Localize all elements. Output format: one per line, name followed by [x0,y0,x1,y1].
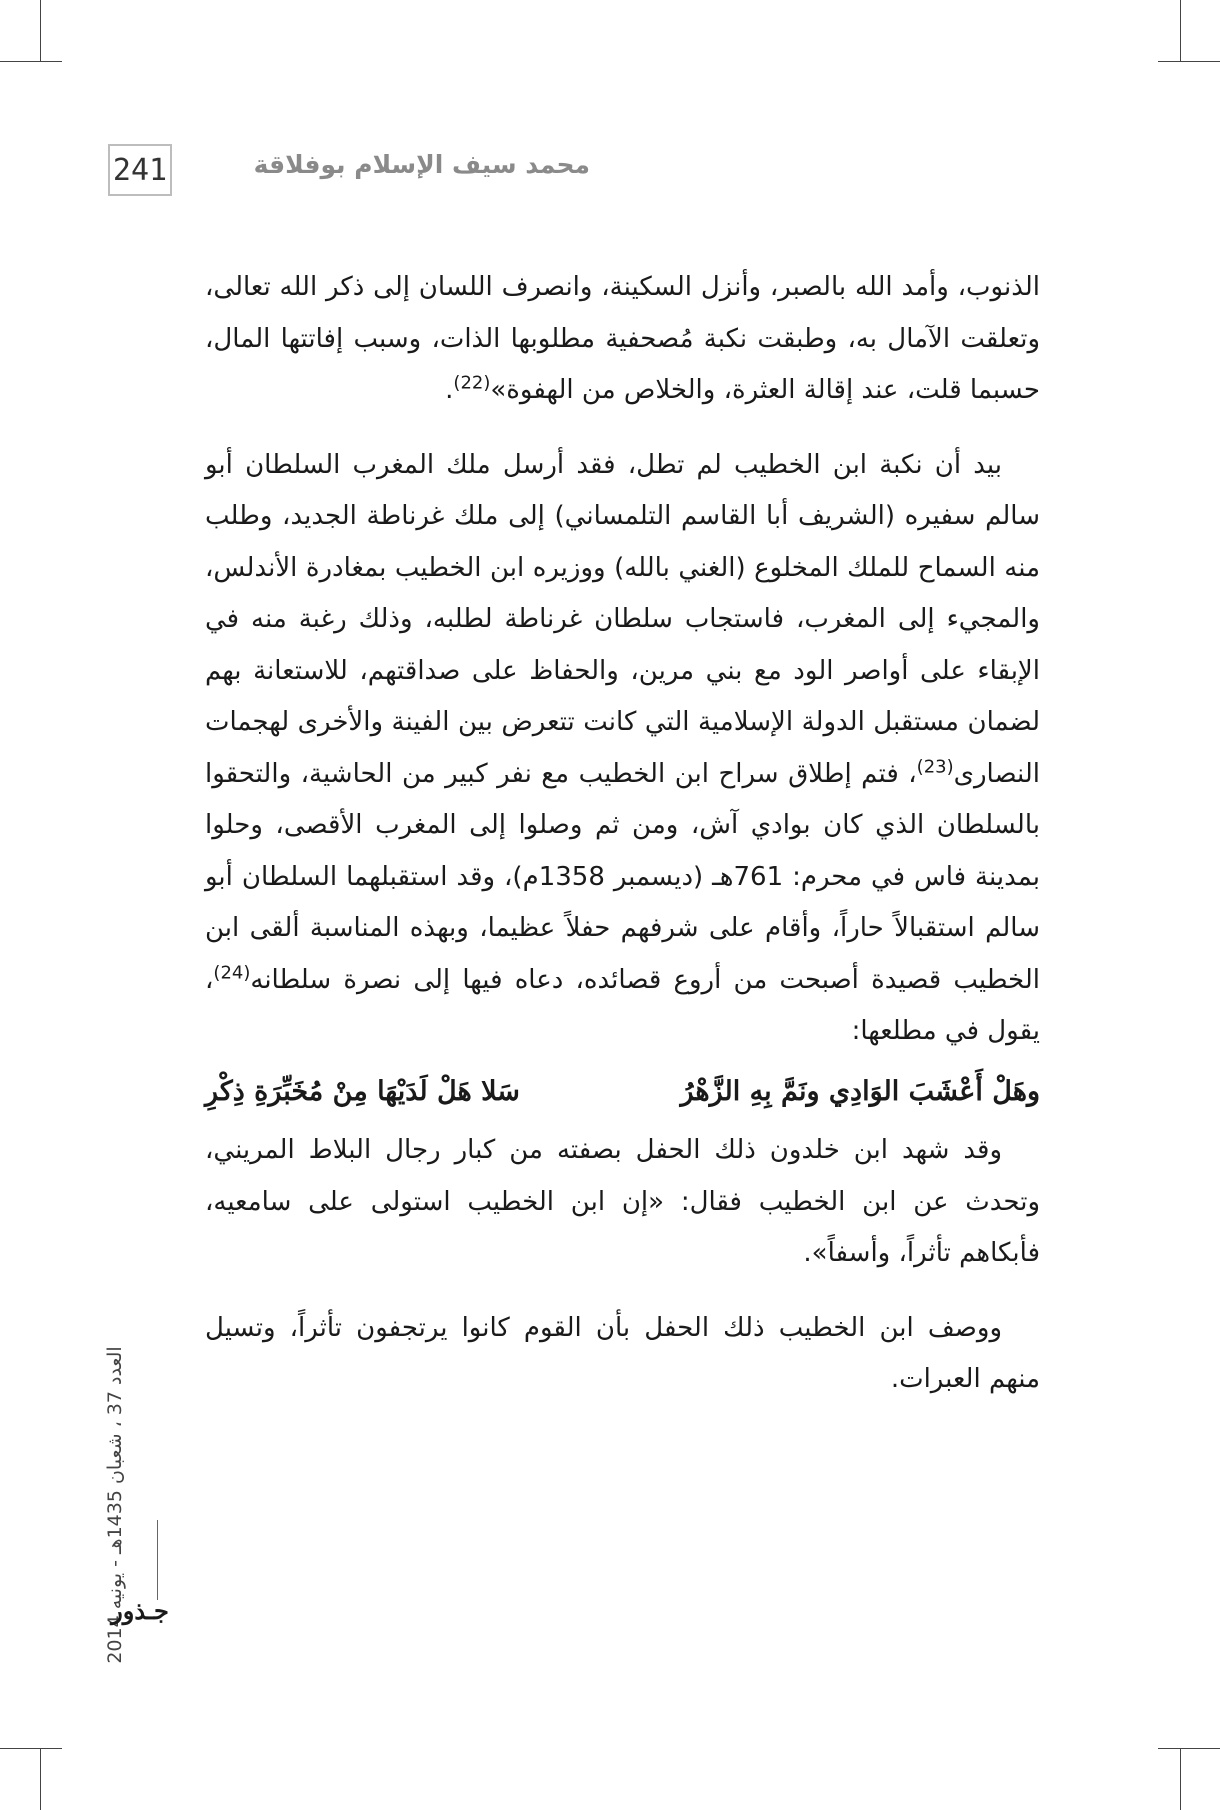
paragraph [205,440,1040,1058]
crop-mark [40,1748,41,1810]
divider [157,1520,158,1600]
crop-mark [1180,1748,1181,1810]
paragraph-text: الذنوب، وأمد الله بالصبر، وأنزل السكينة، وانصرف اللسان إلى ذكر الله تعالى، وتعلقت الآمال به، وطبقت نكبة مُصحفية مطلوبها الذات، وسبب إفاتتها المال، حسبما قلت، عند إقالة العثرة، والخلاص من الهفوة» [205,272,1040,405]
running-head-author: محمد سيف الإسلام بوفلاقة [253,150,590,179]
footnote-ref: (23) [916,755,954,777]
verse-first-hemistich: سَلا هَلْ لَدَيْهَا مِنْ مُخَبِّرَةِ ذِكْرِ [205,1075,520,1107]
footnote-ref: (24) [213,961,251,983]
page-number: 241 [108,144,172,196]
paragraph-text: ، فتم إطلاق سراح ابن الخطيب مع نفر كبير من الحاشية، والتحقوا بالسلطان الذي كان بوادي آش، ومن ثم وصلوا إلى المغرب الأقصى، وحلوا بمدينة فاس في محرم: 761هـ (ديسمبر 1358م)، وقد استقبلهما السلطان أبو سالم استقبالاً حاراً، وأقام على شرفهم حفلاً عظيما، وبهذه المناسبة ألقى ابن الخطيب قصيدة أصبحت من أروع قصائده، دعاه فيها إلى نصرة سلطانه [205,758,1040,995]
crop-mark [1180,0,1181,62]
poem-verse [205,1066,1040,1118]
verse-second-hemistich: وهَلْ أَعْشَبَ الوَادِي ونَمَّ بِهِ الزَّهْرُ [680,1075,1040,1107]
crop-mark [1158,1748,1220,1749]
crop-mark [0,1748,62,1749]
paragraph: وقد شهد ابن خلدون ذلك الحفل بصفته من كبار رجال البلاط المريني، وتحدث عن ابن الخطيب فقال: «إن ابن الخطيب استولى على سامعيه، فأبكاهم تأثراً، وأسفاً». [205,1135,1040,1268]
article-body [205,262,1040,1406]
paragraph: ووصف ابن الخطيب ذلك الحفل بأن القوم كانوا يرتجفون تأثراً، وتسيل منهم العبرات. [205,1312,1040,1394]
paragraph-text: ، يقول في مطلعها: [205,964,1040,1046]
crop-mark [1158,61,1220,62]
crop-mark [0,61,62,62]
issue-info: العدد 37 ، شعبان 1435هـ - يونيه 2014 [104,1346,126,1664]
paragraph-text: بيد أن نكبة ابن الخطيب لم تطل، فقد أرسل ملك المغرب السلطان أبو سالم سفيره (الشريف أبا القاسم التلمساني) إلى ملك غرناطة الجديد، وطلب منه السماح للملك المخلوع (الغني بالله) ووزيره ابن الخطيب بمغادرة الأندلس، والمجيء إلى المغرب، فاستجاب سلطان غرناطة لطلبه، وذلك رغبة منه في الإبقاء على أواصر الود مع بني مرين، والحفاظ على صداقتهم، للاستعانة بهم لضمان مستقبل الدولة الإسلامية التي كانت تتعرض بين الفينة والأخرى لهجمات النصارى [205,449,1040,789]
crop-mark [40,0,41,62]
paragraph-text: . [445,375,454,405]
footnote-ref: (22) [453,372,491,394]
paragraph [205,262,1040,417]
journal-logo: جـذور [111,1596,169,1625]
